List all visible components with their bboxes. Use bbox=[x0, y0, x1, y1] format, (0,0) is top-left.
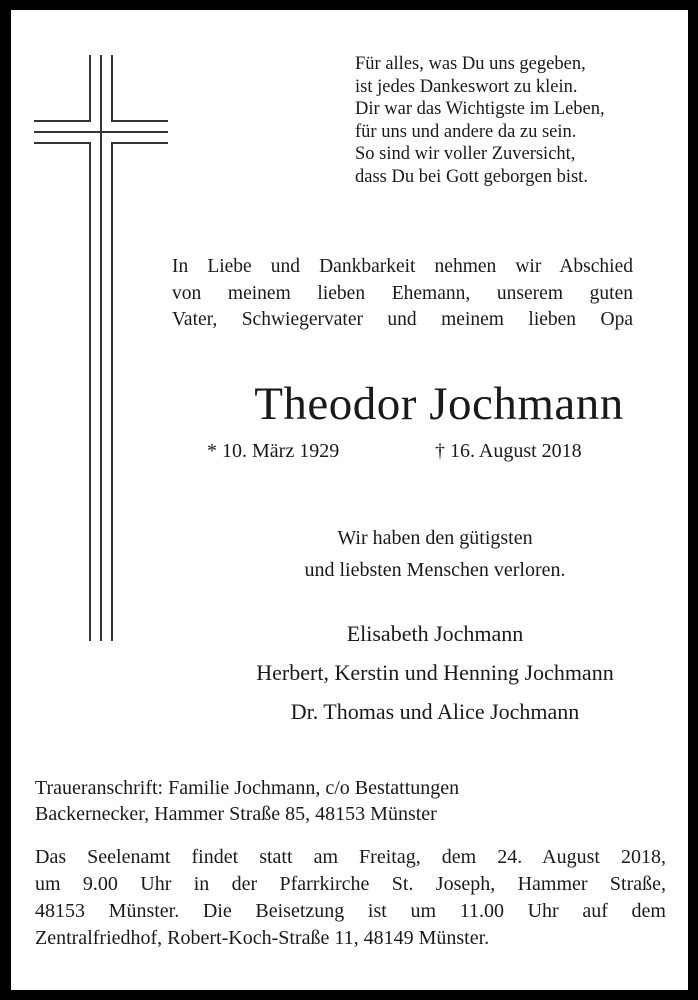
motto bbox=[171, 522, 698, 586]
motto-line: und liebsten Menschen verloren. bbox=[304, 559, 566, 581]
obituary-sheet bbox=[11, 10, 688, 990]
poem-line: Für alles, was Du uns gegeben, bbox=[355, 54, 586, 74]
motto-line: Wir haben den gütigsten bbox=[337, 527, 533, 549]
intro-line: Vater, Schwiegervater und meinem lieben Opa bbox=[172, 309, 633, 330]
address-line: Backernecker, Hammer Straße 85, 48153 Münster bbox=[35, 803, 437, 825]
deceased-name: Theodor Jochmann bbox=[254, 378, 624, 430]
poem bbox=[355, 53, 605, 189]
intro-line: In Liebe und Dankbarkeit nehmen wir Abschied bbox=[172, 256, 633, 277]
poem-line: So sind wir voller Zuversicht, bbox=[355, 144, 576, 165]
service-line: um 9.00 Uhr in der Pfarrkirche St. Joseph, Hammer Straße, bbox=[35, 873, 666, 895]
family-names bbox=[171, 614, 698, 731]
poem-line: ist jedes Dankeswort zu klein. bbox=[355, 76, 578, 97]
birth-date: * 10. März 1929 bbox=[207, 440, 340, 462]
poem-line: dass Du bei Gott geborgen bist. bbox=[355, 166, 588, 187]
family-line: Elisabeth Jochmann bbox=[346, 621, 524, 646]
service-line: Das Seelenamt findet statt am Freitag, dem 24. August 2018, bbox=[35, 846, 666, 868]
service-line: Zentralfriedhof, Robert-Koch-Straße 11, 48149 Münster. bbox=[35, 927, 490, 949]
service-info bbox=[35, 844, 666, 952]
service-line: 48153 Münster. Die Beisetzung ist um 11.00 Uhr auf dem bbox=[35, 900, 666, 922]
death-date: † 16. August 2018 bbox=[435, 440, 582, 462]
mourning-address bbox=[35, 775, 459, 827]
poem-line: Dir war das Wichtigste im Leben, bbox=[355, 99, 605, 120]
family-line: Dr. Thomas und Alice Jochmann bbox=[290, 699, 580, 724]
address-line: Traueranschrift: Familie Jochmann, c/o Bestattungen bbox=[35, 777, 460, 799]
intro-text bbox=[172, 254, 633, 334]
intro-line: von meinem lieben Ehemann, unserem guten bbox=[172, 282, 633, 304]
poem-line: für uns und andere da zu sein. bbox=[355, 121, 577, 142]
family-line: Herbert, Kerstin und Henning Jochmann bbox=[256, 660, 614, 685]
